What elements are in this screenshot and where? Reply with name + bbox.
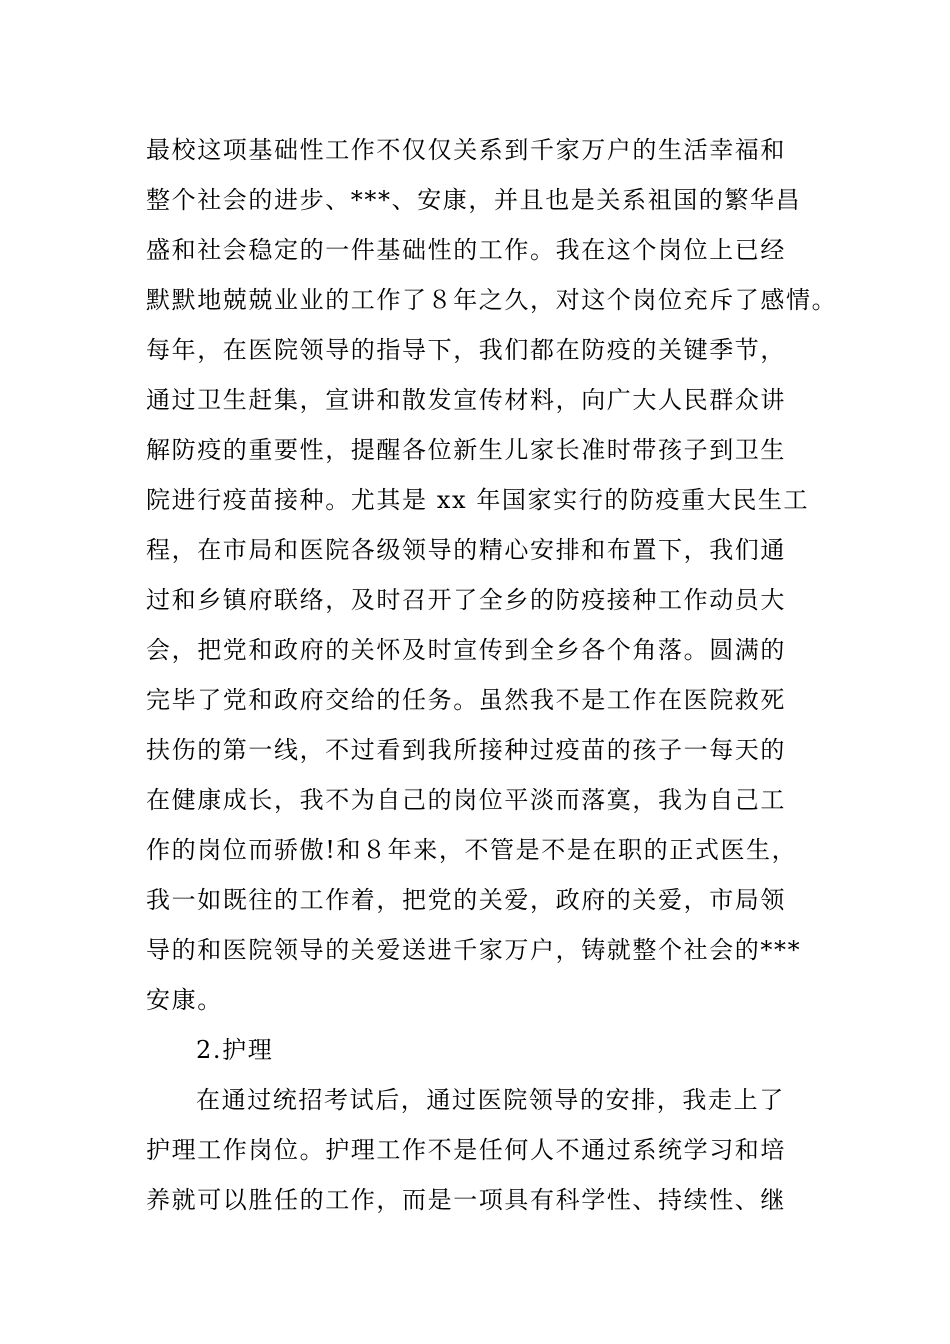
- text-line: 整个社会的进步、***、安康，并且也是关系祖国的繁华昌: [146, 186, 802, 214]
- text-line: 过和乡镇府联络，及时召开了全乡的防疫接种工作动员大: [146, 586, 786, 614]
- text-line: 扶伤的第一线，不过看到我所接种过疫苗的孩子一每天的: [146, 736, 786, 764]
- section-heading: 2.护理: [196, 1036, 274, 1064]
- text-line: 在通过统招考试后，通过医院领导的安排，我走上了: [196, 1086, 785, 1114]
- text-line: 护理工作岗位。护理工作不是任何人不通过系统学习和培: [146, 1136, 786, 1164]
- text-line: 在健康成长，我不为自己的岗位平淡而落寞，我为自己工: [146, 786, 786, 814]
- text-line: 每年，在医院领导的指导下，我们都在防疫的关键季节，: [146, 336, 786, 364]
- text-line: 我一如既往的工作着，把党的关爱，政府的关爱，市局领: [146, 886, 786, 914]
- text-line: 通过卫生赶集，宣讲和散发宣传材料，向广大人民群众讲: [146, 386, 786, 414]
- text-line: 解防疫的重要性，提醒各位新生儿家长准时带孩子到卫生: [146, 436, 786, 464]
- text-line: 安康。: [146, 986, 223, 1014]
- text-line: 最校这项基础性工作不仅仅关系到千家万户的生活幸福和: [146, 136, 786, 164]
- text-line: 默默地兢兢业业的工作了８年之久，对这个岗位充斥了感情。: [146, 286, 838, 314]
- text-line: 导的和医院领导的关爱送进千家万户，铸就整个社会的***: [146, 936, 802, 964]
- text-line: 盛和社会稳定的一件基础性的工作。我在这个岗位上已经: [146, 236, 786, 264]
- document-body: [146, 125, 838, 1225]
- text-line: 完毕了党和政府交给的任务。虽然我不是工作在医院救死: [146, 686, 786, 714]
- text-line: 程，在市局和医院各级领导的精心安排和布置下，我们通: [146, 536, 786, 564]
- text-line: 会，把党和政府的关怀及时宣传到全乡各个角落。圆满的: [146, 636, 786, 664]
- text-line: 院进行疫苗接种。尤其是 xx 年国家实行的防疫重大民生工: [146, 486, 810, 514]
- text-line: 养就可以胜任的工作，而是一项具有科学性、持续性、继: [146, 1186, 786, 1214]
- text-line: 作的岗位而骄傲!和８年来，不管是不是在职的正式医生，: [146, 836, 798, 864]
